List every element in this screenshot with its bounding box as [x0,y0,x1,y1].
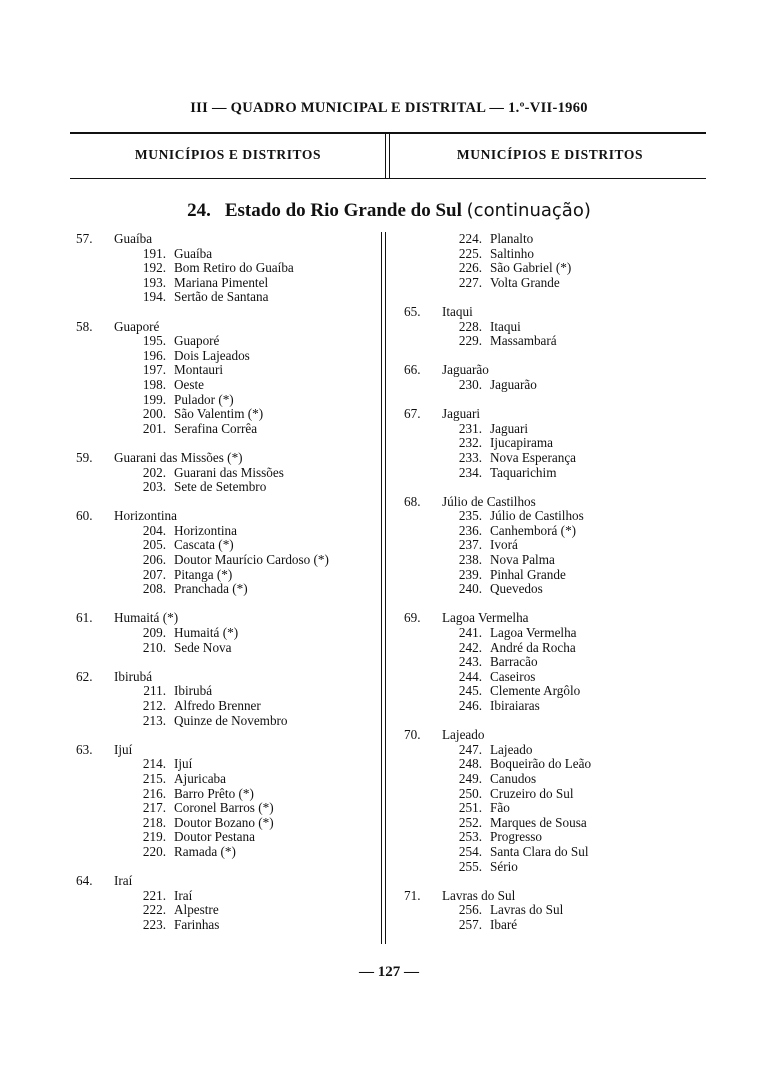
district-name: Taquarichim [490,464,557,480]
district-name: Nova Esperança [490,449,577,465]
district-row [76,889,376,904]
district-number: 239. [458,566,482,582]
municipality-name: Lajeado [442,727,485,743]
district-row [76,772,376,787]
district-name: São Gabriel (*) [490,260,572,276]
district-row [76,290,376,305]
right-column [404,232,704,947]
district-name: Alfredo Brenner [174,698,261,713]
district-row [76,845,376,860]
district-row [404,772,704,787]
municipality-block [404,363,704,392]
district-name: Canhemborá (*) [490,522,577,538]
district-number: 201. [142,420,166,436]
running-head: III — QUADRO MUNICIPAL E DISTRITAL — 1.º-VII-1960 [190,100,588,116]
district-row [404,232,704,247]
district-row [404,626,704,641]
district-name: Bom Retiro do Guaíba [174,260,294,276]
district-name: Lagoa Vermelha [490,625,577,641]
header-divider-b [389,134,390,178]
district-number: 221. [142,887,166,903]
district-row [404,845,704,860]
district-name: Ijucapirama [490,435,553,451]
district-name: Iraí [174,887,193,903]
district-number: 199. [142,391,166,407]
district-row [76,553,376,568]
district-name: Barro Prêto (*) [174,785,254,801]
district-number: 197. [142,362,166,378]
district-number: 215. [142,770,166,786]
district-row [76,407,376,422]
district-name: Sete de Setembro [174,479,267,495]
district-number: 256. [458,902,482,918]
district-number: 203. [142,479,166,495]
state-continuation: (continuação) [466,200,591,221]
district-name: São Valentim (*) [174,406,264,422]
district-name: Guaíba [174,245,213,261]
district-row [76,714,376,729]
municipality-number: 69. [404,610,421,626]
municipality-heading [404,305,704,320]
district-name: Marques de Sousa [490,814,587,830]
district-number: 217. [142,800,166,816]
state-name: Estado do Rio Grande do Sul [224,200,462,221]
district-row [76,538,376,553]
district-name: Cruzeiro do Sul [490,785,574,801]
district-number: 218. [142,814,166,830]
municipality-number: 65. [404,303,421,319]
district-number: 253. [458,829,482,845]
district-row [404,918,704,933]
district-row [404,801,704,816]
municipality-heading [404,363,704,378]
district-number: 248. [458,756,482,772]
district-number: 244. [458,668,482,684]
district-row [76,684,376,699]
district-name: André da Rocha [490,639,576,655]
column-header-right: MUNICÍPIOS E DISTRITOS [456,147,644,162]
district-row [404,757,704,772]
district-number: 243. [458,654,482,670]
municipality-heading [76,509,376,524]
district-row [76,261,376,276]
district-name: Alpestre [174,902,219,918]
municipality-name: Iraí [114,873,133,889]
district-number: 242. [458,639,482,655]
municipality-heading [404,495,704,510]
district-number: 211. [143,683,166,699]
district-row [404,655,704,670]
municipality-name: Guaíba [114,231,153,246]
district-row [404,699,704,714]
district-name: Fão [490,800,510,816]
municipality-block [76,670,376,728]
municipality-name: Itaqui [442,303,473,319]
district-number: 230. [458,376,482,392]
district-number: 249. [458,770,482,786]
district-row [404,466,704,481]
municipality-block [76,509,376,597]
district-number: 245. [458,683,482,699]
district-name: Cascata (*) [174,537,234,553]
district-name: Jaguari [490,420,529,436]
municipality-name: Ibirubá [114,668,153,684]
municipality-number: 57. [76,231,93,246]
district-name: Guaporé [174,333,220,349]
municipality-name: Lagoa Vermelha [442,610,529,626]
district-number: 235. [458,508,482,524]
municipality-heading [76,874,376,889]
district-name: Oeste [174,376,205,392]
municipality-name: Ijuí [114,741,133,757]
district-number: 207. [142,566,166,582]
district-row [404,553,704,568]
municipality-heading [404,728,704,743]
municipality-heading [76,611,376,626]
district-number: 232. [458,435,482,451]
district-row [404,684,704,699]
municipality-name: Guaporé [114,318,160,334]
district-row [76,247,376,262]
district-name: Pranchada (*) [174,581,248,597]
district-name: Doutor Maurício Cardoso (*) [174,552,329,568]
district-number: 208. [142,581,166,597]
municipality-number: 64. [76,873,93,889]
district-number: 195. [142,333,166,349]
column-header-left: MUNICÍPIOS E DISTRITOS [134,147,322,162]
district-name: Ivorá [490,537,518,553]
district-number: 198. [142,376,166,392]
district-number: 200. [142,406,166,422]
district-row [76,568,376,583]
district-number: 193. [142,274,166,290]
district-number: 241. [458,625,482,641]
district-number: 252. [458,814,482,830]
district-row [404,670,704,685]
district-row [404,816,704,831]
municipality-name: Jaguari [442,406,481,422]
header-top-rule [70,132,706,134]
municipality-number: 71. [404,887,421,903]
district-row [404,320,704,335]
district-number: 192. [142,260,166,276]
district-name: Coronel Barros (*) [174,800,274,816]
district-name: Canudos [490,770,537,786]
district-row [404,422,704,437]
municipality-block [76,874,376,932]
district-name: Lavras do Sul [490,902,564,918]
district-name: Serafina Corrêa [174,420,258,436]
municipality-block [76,232,376,305]
district-number: 205. [142,537,166,553]
district-row [76,349,376,364]
district-name: Humaitá (*) [174,625,239,641]
district-number: 255. [458,858,482,874]
municipality-name: Humaitá (*) [114,610,179,626]
district-row [404,451,704,466]
district-name: Progresso [490,829,543,845]
district-number: 229. [458,333,482,349]
district-number: 236. [458,522,482,538]
municipality-heading [76,743,376,758]
district-name: Mariana Pimentel [174,274,269,290]
district-name: Ramada (*) [174,843,236,859]
district-row [404,787,704,802]
municipality-heading [404,407,704,422]
municipality-number: 62. [76,668,93,684]
district-number: 191. [142,245,166,261]
district-number: 223. [142,916,166,932]
district-row [76,787,376,802]
district-row [76,378,376,393]
district-row [76,699,376,714]
district-number: 237. [458,537,482,553]
district-name: Quinze de Novembro [174,712,288,728]
district-name: Sertão de Santana [174,289,269,305]
district-row [404,524,704,539]
district-row [404,509,704,524]
municipality-name: Guarani das Missões (*) [114,449,243,465]
district-number: 257. [458,916,482,932]
district-number: 209. [142,625,166,641]
district-row [404,582,704,597]
municipality-number: 58. [76,318,93,334]
state-number: 24. [187,200,211,221]
district-number: 224. [458,231,482,246]
district-number: 220. [142,843,166,859]
municipality-number: 63. [76,741,93,757]
district-number: 210. [142,639,166,655]
district-name: Ajuricaba [174,770,226,786]
district-name: Pitanga (*) [174,566,233,582]
municipality-heading [76,320,376,335]
district-name: Pinhal Grande [490,566,566,582]
municipality-number: 59. [76,449,93,465]
municipality-name: Jaguarão [442,362,489,378]
municipality-name: Horizontina [114,508,177,524]
district-row [76,641,376,656]
municipality-number: 67. [404,406,421,422]
district-number: 226. [458,260,482,276]
district-number: 228. [458,318,482,334]
district-number: 251. [458,800,482,816]
district-number: 240. [458,581,482,597]
municipality-block [76,451,376,495]
district-row [404,261,704,276]
left-column [76,232,376,947]
district-name: Caseiros [490,668,536,684]
district-row [76,801,376,816]
district-number: 247. [458,741,482,757]
district-row [76,276,376,291]
page-number: — 127 — [359,964,419,980]
district-row [404,538,704,553]
district-row [404,247,704,262]
district-name: Doutor Bozano (*) [174,814,274,830]
district-row [76,816,376,831]
district-number: 219. [142,829,166,845]
district-name: Horizontina [174,522,237,538]
municipality-block [404,728,704,874]
district-row [404,743,704,758]
column-divider-b [385,232,386,944]
district-name: Nova Palma [490,552,555,568]
municipality-number: 60. [76,508,93,524]
district-name: Sério [490,858,518,874]
district-number: 213. [142,712,166,728]
district-number: 222. [142,902,166,918]
district-number: 238. [458,552,482,568]
district-number: 233. [458,449,482,465]
municipality-heading [76,451,376,466]
municipality-block [76,611,376,655]
district-row [404,378,704,393]
municipality-number: 66. [404,362,421,378]
district-number: 196. [142,347,166,363]
header-bottom-rule [70,178,706,179]
district-number: 204. [142,522,166,538]
district-row [76,582,376,597]
district-name: Ibaré [490,916,518,932]
district-row [404,568,704,583]
district-row [76,363,376,378]
district-name: Farinhas [174,916,220,932]
district-name: Itaqui [490,318,521,334]
district-row [76,480,376,495]
district-row [76,393,376,408]
municipality-heading [404,611,704,626]
district-name: Saltinho [490,245,534,261]
municipality-block [76,320,376,437]
district-row [76,903,376,918]
district-number: 214. [142,756,166,772]
district-name: Guarani das Missões [174,464,284,480]
district-number: 194. [142,289,166,305]
district-name: Jaguarão [490,376,537,392]
district-number: 206. [142,552,166,568]
municipality-block [404,407,704,480]
district-name: Volta Grande [490,274,560,290]
district-number: 231. [458,420,482,436]
municipality-block [404,889,704,933]
municipality-block [404,495,704,597]
district-row [404,436,704,451]
district-number: 254. [458,843,482,859]
district-row [76,422,376,437]
municipality-block [76,743,376,860]
district-number: 225. [458,245,482,261]
municipality-name: Lavras do Sul [442,887,516,903]
district-row [76,466,376,481]
state-title [0,200,778,222]
district-row [404,860,704,875]
district-row [76,524,376,539]
municipality-heading [404,889,704,904]
district-number: 212. [142,698,166,713]
district-number: 250. [458,785,482,801]
district-name: Boqueirão do Leão [490,756,592,772]
municipality-number: 61. [76,610,93,626]
district-number: 246. [458,698,482,713]
district-name: Ibiraiaras [490,698,540,713]
district-row [404,641,704,656]
district-name: Planalto [490,231,534,246]
district-row [76,918,376,933]
district-name: Júlio de Castilhos [490,508,584,524]
district-name: Sede Nova [174,639,232,655]
district-name: Santa Clara do Sul [490,843,589,859]
district-name: Montauri [174,362,224,378]
district-row [76,334,376,349]
district-name: Ijuí [174,756,193,772]
district-name: Massambará [490,333,557,349]
district-row [404,334,704,349]
carryover-districts [404,232,704,290]
municipality-block [404,611,704,713]
header-divider-a [385,134,386,178]
district-number: 202. [142,464,166,480]
district-row [76,830,376,845]
municipality-heading [76,670,376,685]
district-name: Quevedos [490,581,543,597]
district-row [76,626,376,641]
municipality-block [404,305,704,349]
district-name: Doutor Pestana [174,829,255,845]
district-name: Dois Lajeados [174,347,250,363]
district-name: Clemente Argôlo [490,683,581,699]
district-row [404,830,704,845]
district-row [404,903,704,918]
district-row [76,757,376,772]
district-number: 216. [142,785,166,801]
municipality-number: 70. [404,727,421,743]
district-number: 227. [458,274,482,290]
municipality-number: 68. [404,493,421,509]
municipality-name: Júlio de Castilhos [442,493,536,509]
district-row [404,276,704,291]
district-name: Ibirubá [174,683,213,699]
district-name: Barracão [490,654,538,670]
district-name: Pulador (*) [174,391,234,407]
district-number: 234. [458,464,482,480]
district-name: Lajeado [490,741,533,757]
column-divider-a [381,232,382,944]
municipality-heading [76,232,376,247]
